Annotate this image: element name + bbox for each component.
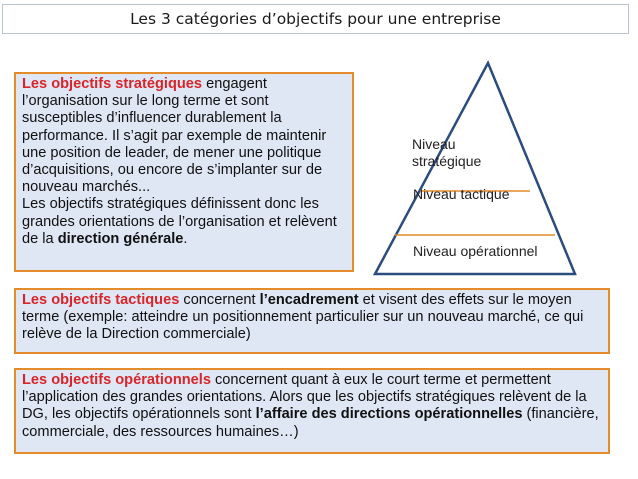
level-strategic-label: Niveau stratégique: [412, 136, 482, 169]
tactical-term: Les objectifs tactiques: [22, 292, 180, 308]
strategic-term: Les objectifs stratégiques: [22, 76, 203, 92]
strategic-end: .: [183, 230, 188, 247]
operational-text-1: concernent quant à eux le court terme et permettent l’application des grandes orientations. Alors que les objectifs stratégiques relèvent de la DG, les objectifs opérationnels sont: [22, 372, 587, 423]
tactical-objectives-box: [14, 288, 610, 354]
level-operational-label: Niveau opérationnel: [413, 243, 538, 259]
strategic-bold: direction générale: [57, 230, 184, 247]
operational-bold: l’affaire des directions opérationnelles: [255, 406, 523, 423]
strategic-objectives-box: [14, 72, 354, 272]
level-tactical-label: Niveau tactique: [413, 186, 510, 202]
strategic-text-2: Les objectifs stratégiques définissent donc les grandes orientations de l’organisation et relèvent de la: [22, 196, 337, 247]
operational-term: Les objectifs opérationnels: [22, 372, 211, 388]
strategic-text-1: engagent l’organisation sur le long terme et sont susceptibles d’influencer durablement la performance. Il s’agit par exemple de maintenir une position de leader, de mener une politique d’acquisitions, ou encore de s’implanter sur de nouveau marchés...: [22, 76, 327, 196]
title-banner: [2, 4, 629, 34]
tactical-bold: l’encadrement: [259, 292, 359, 308]
page-title: Les 3 catégories d’objectifs pour une entreprise: [130, 10, 501, 28]
operational-text-2: (financière, commerciale, des ressources humaines…): [22, 406, 599, 440]
tactical-text-2: et visent des effets sur le moyen terme (exemple: atteindre un positionnement particulier sur un nouveau marché, ce qui relève de la Direction commerciale): [22, 292, 584, 343]
operational-objectives-box: [14, 368, 610, 454]
tactical-text-1: concernent: [179, 292, 260, 308]
